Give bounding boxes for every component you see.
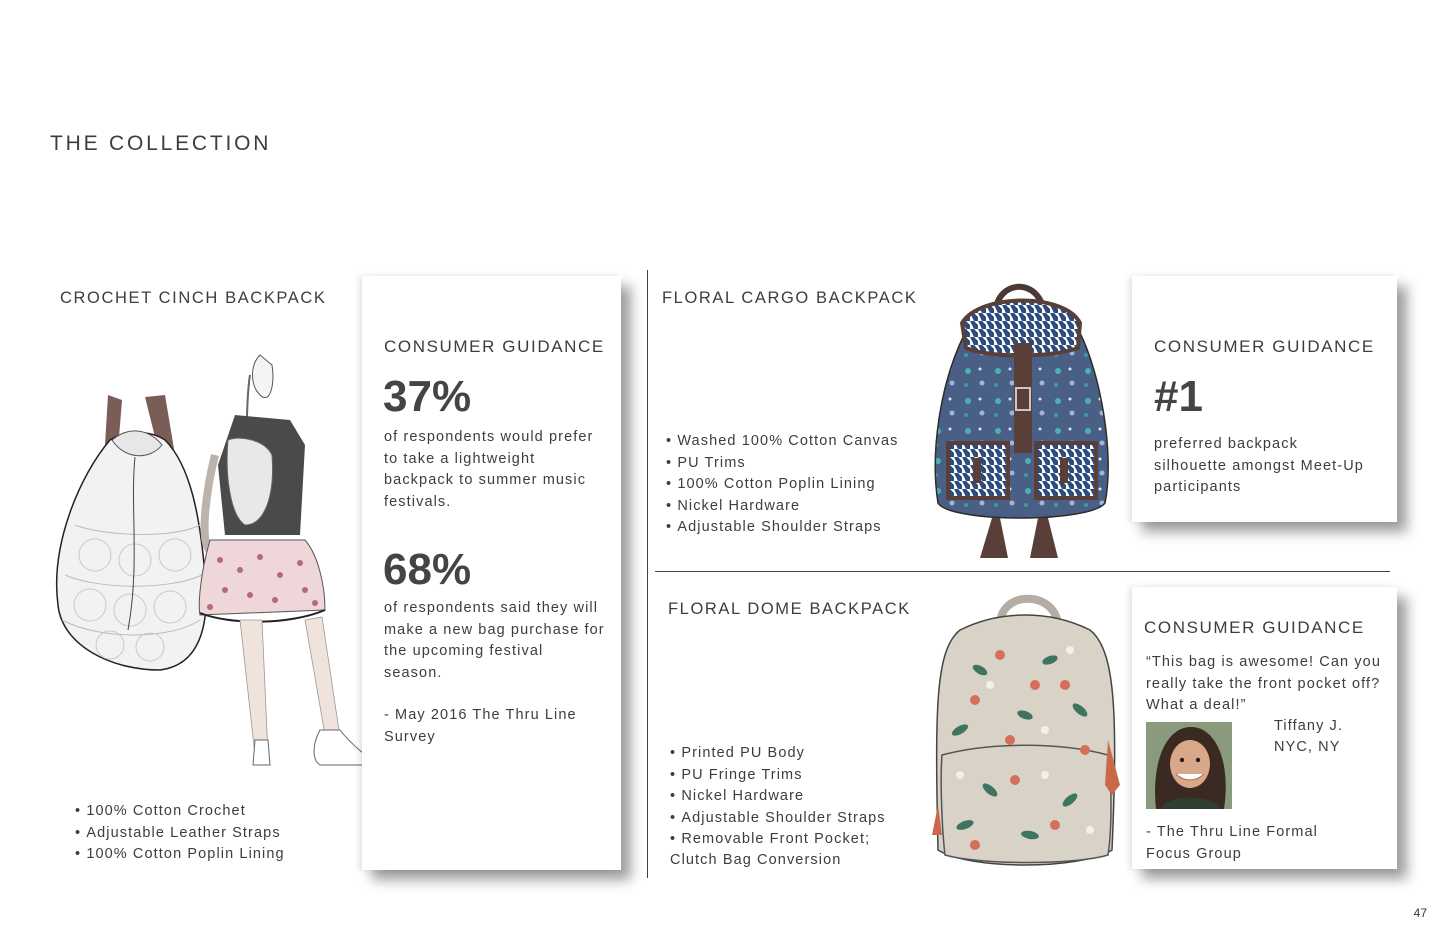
- avatar: [1146, 722, 1232, 809]
- floral-dome-features-list: [670, 743, 930, 851]
- crochet-backpack-illustration: [50, 345, 375, 770]
- stat-description: of respondents would prefer to take a lightweight backpack to summer music festivals.: [384, 429, 594, 510]
- floral-cargo-backpack-image: [930, 273, 1115, 561]
- vertical-divider: [647, 270, 648, 878]
- feature-item: • 100% Cotton Poplin Lining: [666, 474, 936, 496]
- feature-item: • Nickel Hardware: [666, 496, 936, 518]
- floral-dome-backpack-image: [930, 590, 1125, 872]
- feature-item: • Removable Front Pocket;: [670, 829, 930, 851]
- focus-group-source: - The Thru Line Formal Focus Group: [1146, 824, 1318, 862]
- page-title: THE COLLECTION: [50, 132, 272, 155]
- feature-item-continuation: Clutch Bag Conversion: [670, 852, 842, 868]
- feature-item: • Nickel Hardware: [670, 786, 930, 808]
- product-title-floral-dome: FLORAL DOME BACKPACK: [668, 600, 911, 618]
- stat-37-percent: 37%: [383, 372, 472, 421]
- feature-item: • Printed PU Body: [670, 743, 930, 765]
- feature-item: • PU Fringe Trims: [670, 765, 930, 787]
- feature-item: • Adjustable Leather Straps: [75, 823, 355, 845]
- consumer-guidance-card-floral-cargo: [1132, 276, 1397, 522]
- stat-68-percent: 68%: [383, 545, 472, 594]
- customer-quote: “This bag is awesome! Can you really take the front pocket off? What a deal!”: [1146, 654, 1381, 713]
- feature-item: • 100% Cotton Poplin Lining: [75, 844, 355, 866]
- feature-item: • Adjustable Shoulder Straps: [670, 808, 930, 830]
- feature-item: • PU Trims: [666, 453, 936, 475]
- horizontal-divider: [655, 571, 1390, 572]
- crochet-features-list: [75, 801, 355, 866]
- customer-location: NYC, NY: [1274, 739, 1341, 755]
- consumer-guidance-title: CONSUMER GUIDANCE: [1154, 337, 1375, 356]
- stat-number-one: #1: [1154, 372, 1203, 421]
- product-title-floral-cargo: FLORAL CARGO BACKPACK: [662, 289, 918, 307]
- customer-name: Tiffany J.: [1274, 718, 1344, 734]
- feature-item: • 100% Cotton Crochet: [75, 801, 355, 823]
- feature-item: • Washed 100% Cotton Canvas: [666, 431, 936, 453]
- page-number: 47: [1413, 906, 1427, 920]
- stat-description: of respondents said they will make a new bag purchase for the upcoming festival season.: [384, 600, 605, 681]
- stat-description: preferred backpack silhouette amongst Meet-Up participants: [1154, 436, 1364, 495]
- consumer-guidance-title: CONSUMER GUIDANCE: [384, 337, 605, 356]
- survey-source: - May 2016 The Thru Line Survey: [384, 707, 577, 745]
- feature-item: • Adjustable Shoulder Straps: [666, 517, 936, 539]
- consumer-guidance-title: CONSUMER GUIDANCE: [1144, 618, 1365, 637]
- product-title-crochet: CROCHET CINCH BACKPACK: [60, 289, 327, 307]
- consumer-guidance-card-crochet: [362, 276, 621, 870]
- floral-cargo-features-list: [666, 431, 936, 539]
- consumer-guidance-card-floral-dome: [1132, 587, 1397, 869]
